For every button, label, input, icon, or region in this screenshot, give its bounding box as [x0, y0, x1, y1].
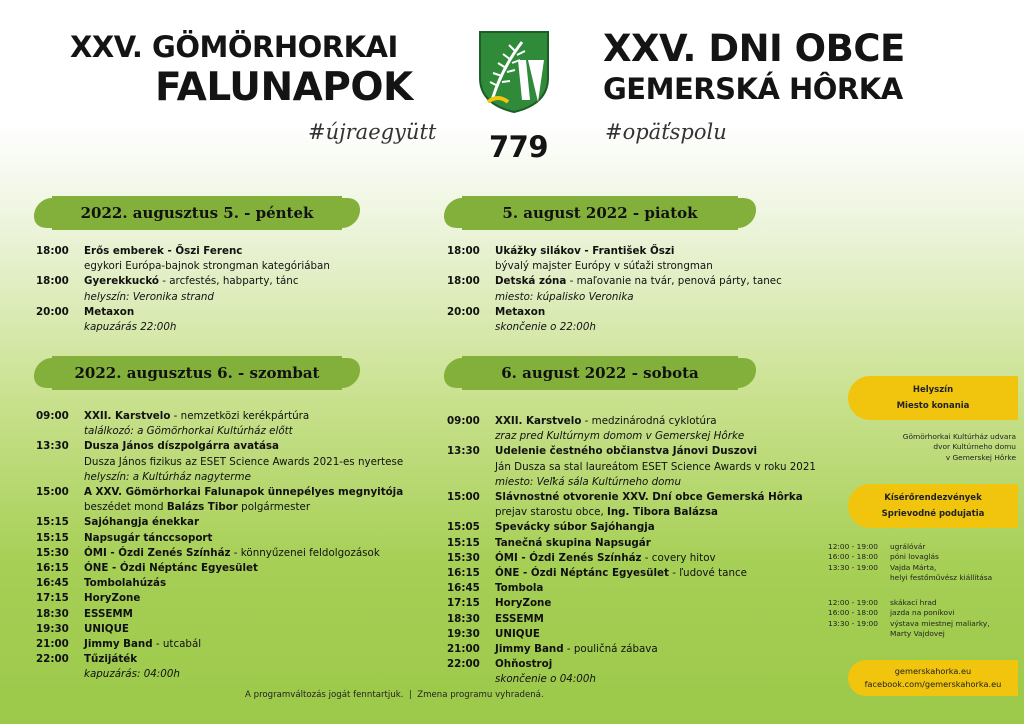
event-location: miesto: Veľká sála Kultúrneho domu [495, 475, 681, 488]
event-detail: - pouličná zábava [563, 643, 658, 656]
table-row [36, 667, 436, 682]
event-location: kapuzárás: 04:00h [84, 668, 180, 681]
event-time: 22:00 [447, 658, 480, 671]
event-speaker: Balázs Tibor [166, 501, 238, 514]
event-time: 15:15 [36, 516, 69, 529]
day1-hu-schedule [36, 244, 436, 335]
event-detail: - nemzetközi kerékpártúra [170, 410, 310, 422]
event-title: Tombolahúzás [84, 577, 167, 590]
table-row [447, 657, 847, 672]
event-time: 21:00 [447, 643, 480, 656]
table-row [447, 259, 847, 274]
event-title: Tombola [495, 582, 544, 595]
day2-sk-banner [462, 356, 738, 390]
table-row [36, 439, 436, 454]
event-time: 17:15 [447, 597, 480, 610]
event-detail: - medzinárodná cyklotúra [581, 415, 717, 427]
event-time: 18:00 [447, 275, 480, 288]
table-row [36, 546, 436, 561]
table-row [36, 290, 436, 305]
event-location: találkozó: a Gömörhorkai Kultúrház előtt [84, 425, 293, 438]
list-item: 13:30 - 19:00 výstava miestnej maliarky, [828, 618, 990, 628]
table-row [36, 259, 436, 274]
table-row [36, 591, 436, 606]
event-title: Erős emberek - Őszi Ferenc [84, 245, 243, 257]
event-detail: egykori Európa-bajnok strongman kategóriában [84, 260, 330, 273]
event-title: Dusza János díszpolgárra avatása [84, 440, 279, 453]
table-row [447, 612, 847, 627]
venue-line: Gömörhorkai Kultúrház udvara [902, 432, 1016, 441]
side-events-sk [828, 598, 1018, 640]
event-time: 18:30 [36, 607, 69, 620]
table-row [447, 672, 847, 687]
event-title: ÓMI - Ózdi Zenés Színház [495, 551, 642, 564]
event-speaker: Ing. Tibora Balázsa [607, 506, 718, 519]
table-row [447, 627, 847, 642]
day1-hu-banner [52, 196, 342, 230]
table-row [447, 566, 847, 581]
event-title: HoryZone [84, 592, 141, 605]
event-title: Ukážky silákov - František Őszi [495, 245, 675, 257]
event-time: 13:30 [447, 445, 480, 458]
table-row [447, 596, 847, 611]
event-location: helyszín: Veronika strand [84, 290, 214, 303]
table-row [36, 652, 436, 667]
event-time: 19:30 [36, 622, 69, 635]
event-detail: - utcabál [152, 638, 202, 651]
event-title: Udelenie čestného občianstva Jánovi Duszovi [495, 445, 758, 458]
event-title: Napsugár tánccsoport [84, 531, 213, 544]
event-time: 16:45 [36, 577, 69, 590]
event-title: A XXV. Gömörhorkai Falunapok ünnepélyes megnyitója [84, 486, 404, 499]
event-time: 17:15 [36, 592, 69, 605]
event-detail: - arcfestés, habparty, tánc [158, 275, 299, 288]
event-detail: bývalý majster Európy v súťaži strongman [495, 260, 713, 273]
venue-label [848, 376, 1018, 420]
event-time: 21:00 [36, 638, 69, 651]
event-title: HoryZone [495, 597, 552, 610]
event-title: Spevácky súbor Sajóhangja [495, 521, 655, 534]
event-title: UNIQUE [495, 627, 540, 640]
table-row [447, 320, 847, 335]
list-item: 12:00 - 19:00 skákací hrad [828, 598, 937, 607]
event-title: Metaxon [495, 305, 546, 318]
event-title: Tanečná skupina Napsugár [495, 536, 651, 549]
venue-title-sk: Miesto konania [896, 401, 970, 411]
event-title: XXII. Karstvelo [84, 410, 171, 422]
event-detail: Dusza János fizikus az ESET Science Awards 2021-es nyertese [84, 455, 404, 468]
day1-sk-banner [462, 196, 738, 230]
event-location: kapuzárás 22:00h [84, 321, 177, 334]
event-detail: - maľovanie na tvár, penová párty, tanec [566, 275, 782, 288]
event-detail: - covery hitov [641, 551, 716, 564]
table-row [447, 274, 847, 289]
sk-title-line2: GEMERSKÁ HÔRKA [603, 72, 903, 106]
table-row [36, 531, 436, 546]
table-row [36, 320, 436, 335]
contact-label [848, 660, 1018, 696]
sk-title-line1: XXV. DNI OBCE [603, 27, 905, 70]
event-title: Ohňostroj [495, 658, 553, 671]
event-title: ÓNE - Ózdi Néptánc Egyesület [84, 562, 258, 575]
event-time: 15:15 [36, 531, 69, 544]
venue-line: dvor Kultúrneho domu [933, 442, 1016, 452]
event-time: 16:15 [36, 562, 69, 575]
table-row [447, 642, 847, 657]
table-row [36, 500, 436, 515]
event-detail: Ján Dusza sa stal laureátom ESET Science Awards v roku 2021 [495, 460, 816, 473]
event-title: Gyerekkuckó [84, 275, 159, 288]
event-title: XXII. Karstvelo [495, 415, 582, 427]
day2-sk-schedule [447, 414, 847, 688]
event-title: Sajóhangja énekkar [84, 516, 200, 529]
event-detail: beszédet mond [84, 501, 167, 514]
event-time: 09:00 [36, 410, 69, 422]
table-row [36, 607, 436, 622]
day2-hu-schedule [36, 409, 436, 683]
event-time: 18:00 [447, 245, 480, 257]
hu-title-line1: XXV. GÖMÖRHORKAI [70, 30, 398, 64]
table-row [447, 581, 847, 596]
event-title: Slávnostné otvorenie XXV. Dní obce Gemerská Hôrka [495, 491, 803, 504]
day2-hu-banner [52, 356, 342, 390]
facebook-link[interactable]: facebook.com/gemerskahorka.eu [864, 679, 1002, 689]
event-title: Metaxon [84, 305, 135, 318]
day2-hu-title: 2022. augusztus 6. - szombat [74, 364, 320, 382]
list-item: 12:00 - 19:00 ugrálóvár [828, 542, 926, 551]
event-location: miesto: kúpalisko Veronika [495, 290, 634, 303]
list-item: 16:00 - 18:00 jazda na poníkovi [828, 608, 955, 618]
hu-hashtag: #újraegyütt [308, 120, 437, 144]
sk-hashtag: #opäťspolu [605, 120, 727, 144]
side-events-title-hu: Kísérőrendezvények [884, 493, 982, 503]
list-item: helyi festőművész kiállítása [890, 573, 993, 583]
event-detail: - könnyűzenei feldolgozások [230, 546, 380, 559]
venue-address [850, 432, 1016, 463]
day1-sk-title: 5. august 2022 - piatok [502, 204, 698, 222]
table-row [36, 274, 436, 289]
event-title: Tűzijáték [84, 653, 138, 666]
event-time: 22:00 [36, 653, 69, 666]
table-row [447, 475, 847, 490]
event-location: zraz pred Kultúrnym domom v Gemerskej Hôrke [495, 430, 745, 443]
table-row [36, 622, 436, 637]
table-row [36, 576, 436, 591]
list-item: Marty Vajdovej [890, 629, 945, 639]
event-title: ESSEMM [84, 607, 133, 620]
event-time: 16:45 [447, 582, 480, 595]
table-row [36, 561, 436, 576]
year-number: 779 [489, 130, 549, 164]
event-time: 20:00 [447, 305, 480, 318]
website-link[interactable]: gemerskahorka.eu [894, 666, 972, 676]
day2-sk-title: 6. august 2022 - sobota [501, 364, 699, 382]
event-time: 13:30 [36, 440, 69, 453]
footer-note: A programváltozás jogát fenntartjuk. | Zmena programu vyhradená. [245, 690, 544, 700]
event-time: 15:30 [447, 551, 480, 564]
event-location: helyszín: a Kultúrház nagyterme [84, 470, 251, 483]
side-events-label [848, 484, 1018, 528]
event-detail: prejav starostu obce, [495, 506, 608, 519]
event-title: ESSEMM [495, 612, 544, 625]
event-time: 18:30 [447, 612, 480, 625]
venue-line: v Gemerskej Hôrke [945, 452, 1016, 462]
table-row [447, 244, 847, 259]
event-time: 15:00 [36, 486, 69, 499]
side-events-title-sk: Sprievodné podujatia [881, 509, 985, 519]
table-row [447, 551, 847, 566]
table-row [36, 515, 436, 530]
list-item: 13:30 - 19:00 Vajda Márta, [828, 562, 937, 572]
table-row [447, 429, 847, 444]
event-title: ÓMI - Ózdi Zenés Színház [84, 546, 231, 559]
venue-title-hu: Helyszín [912, 385, 954, 395]
table-row [36, 470, 436, 485]
event-time: 15:15 [447, 536, 480, 549]
hu-title-line2: FALUNAPOK [155, 65, 413, 110]
table-row [36, 244, 436, 259]
event-detail: polgármester [237, 501, 311, 514]
table-row [36, 409, 436, 424]
event-detail: - ľudové tance [668, 567, 747, 580]
event-title: Jimmy Band [84, 638, 153, 651]
table-row [36, 305, 436, 320]
event-time: 15:05 [447, 521, 480, 534]
table-row [447, 414, 847, 429]
table-row [36, 455, 436, 470]
day1-hu-title: 2022. augusztus 5. - péntek [80, 204, 314, 222]
table-row [447, 290, 847, 305]
event-time: 19:30 [447, 627, 480, 640]
event-title: Detská zóna [495, 275, 567, 288]
event-time: 15:30 [36, 546, 69, 559]
side-events-hu [828, 542, 1018, 584]
day1-sk-schedule [447, 244, 847, 335]
event-time: 18:00 [36, 245, 69, 257]
table-row [447, 305, 847, 320]
event-time: 16:15 [447, 567, 480, 580]
event-location: skončenie o 04:00h [495, 673, 596, 686]
event-title: ÓNE - Ózdi Néptánc Egyesület [495, 567, 669, 580]
table-row [447, 460, 847, 475]
table-row [36, 424, 436, 439]
event-time: 09:00 [447, 415, 480, 427]
list-item: 16:00 - 18:00 póni lovaglás [828, 552, 939, 562]
event-time: 15:00 [447, 491, 480, 504]
table-row [36, 485, 436, 500]
event-time: 18:00 [36, 275, 69, 288]
event-time: 20:00 [36, 305, 69, 318]
event-title: Jimmy Band [495, 643, 564, 656]
table-row [447, 444, 847, 459]
table-row [36, 637, 436, 652]
table-row [447, 520, 847, 535]
village-crest-icon [478, 30, 550, 114]
table-row [447, 536, 847, 551]
table-row [447, 505, 847, 520]
event-title: UNIQUE [84, 622, 129, 635]
table-row [447, 490, 847, 505]
event-location: skončenie o 22:00h [495, 321, 596, 334]
